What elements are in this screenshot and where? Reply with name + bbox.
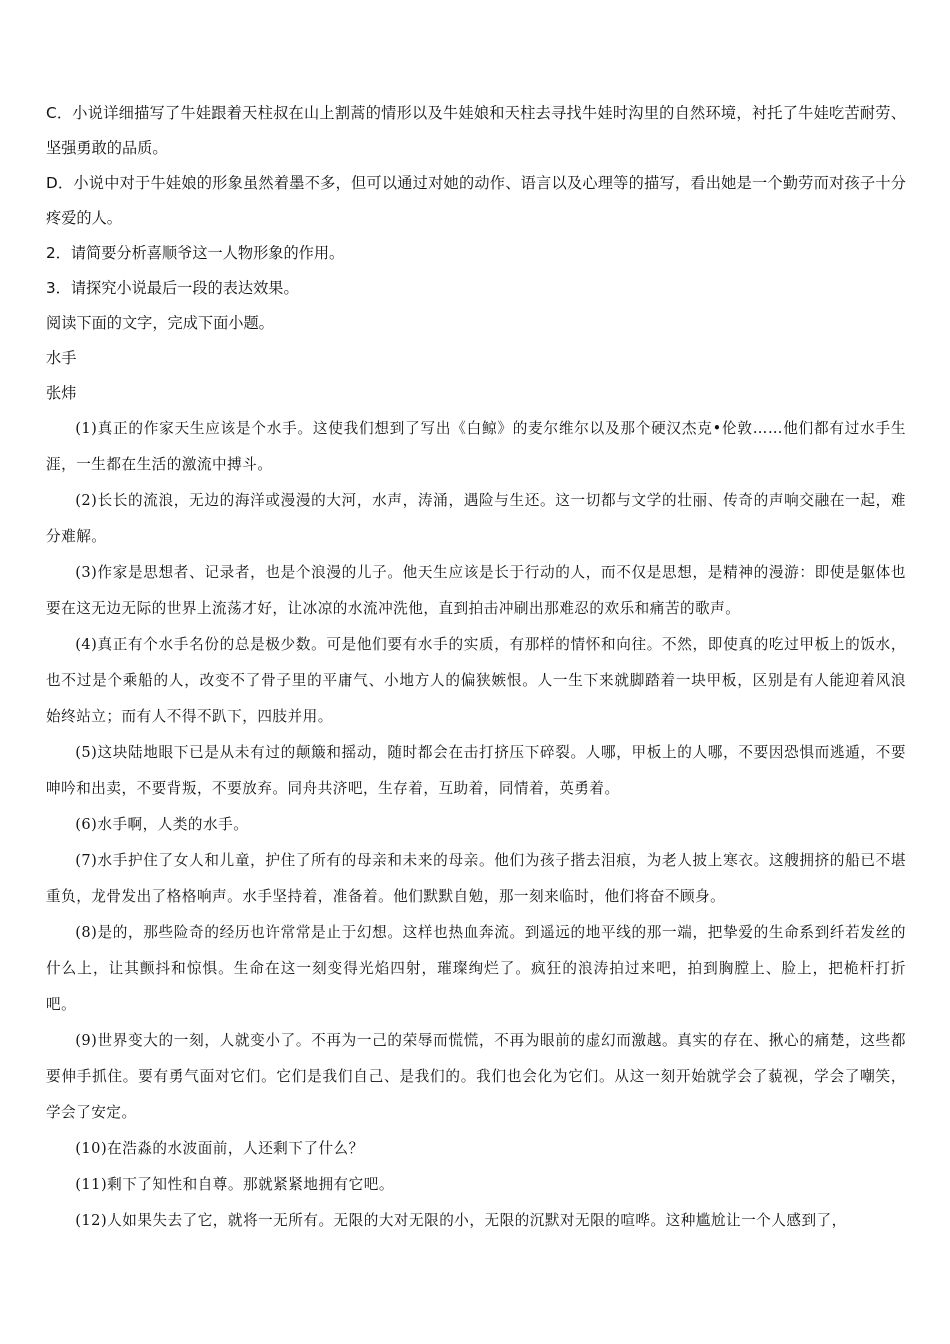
question-2: 2．请简要分析喜顺爷这一人物形象的作用。 bbox=[46, 244, 345, 262]
article-body bbox=[46, 411, 906, 1239]
paragraph-12: (12)人如果失去了它，就将一无所有。无限的大对无限的小，无限的沉默对无限的喧哗。这种尴尬让一个人感到了， bbox=[75, 1212, 847, 1229]
paragraph-4: (4)真正有个水手名份的总是极少数。可是他们要有水手的实质，有那样的情怀和向往。不然，即使真的吃过甲板上的饭水，也不过是个乘船的人，改变不了骨子里的平庸气、小地方人的偏狭嫉恨。人一生下来就脚踏着一块甲板，区别是有人能迎着风浪始终站立；而有人不得不趴下，四肢并用。 bbox=[46, 636, 906, 725]
paragraph-9: (9)世界变大的一刻，人就变小了。不再为一己的荣辱而慌慌，不再为眼前的虚幻而激越。真实的存在、揪心的痛楚，这些都要伸手抓住。要有勇气面对它们。它们是我们自己、是我们的。我们也会化为它们。从这一刻开始就学会了藐视，学会了嘲笑，学会了安定。 bbox=[46, 1032, 906, 1121]
question-option-d: D．小说中对于牛娃娘的形象虽然着墨不多，但可以通过对她的动作、语言以及心理等的描写，看出她是一个勤劳而对孩子十分疼爱的人。 bbox=[46, 174, 906, 227]
paragraph-11: (11)剩下了知性和自尊。那就紧紧地拥有它吧。 bbox=[75, 1176, 394, 1193]
paragraph-3: (3)作家是思想者、记录者，也是个浪漫的儿子。他天生应该是长于行动的人，而不仅是思想，是精神的漫游：即使是躯体也要在这无边无际的世界上流荡才好，让冰凉的水流冲洗他，直到拍击冲刷出那难忍的欢乐和痛苦的歌声。 bbox=[46, 564, 906, 617]
paragraph-10: (10)在浩淼的水波面前，人还剩下了什么？ bbox=[75, 1140, 364, 1157]
reading-instruction: 阅读下面的文字，完成下面小题。 bbox=[46, 314, 274, 332]
paragraph-8: (8)是的，那些险奇的经历也许常常是止于幻想。这样也热血奔流。到遥远的地平线的那一端，把挚爱的生命系到纤若发丝的什么上，让其颤抖和惊惧。生命在这一刻变得光焰四射，璀璨绚烂了。疯狂的浪涛拍过来吧，拍到胸膛上、脸上，把桅杆打折吧。 bbox=[46, 924, 906, 1013]
article-author: 张炜 bbox=[46, 384, 77, 402]
paragraph-6: (6)水手啊，人类的水手。 bbox=[75, 816, 249, 833]
paragraph-7: (7)水手护住了女人和儿童，护住了所有的母亲和未来的母亲。他们为孩子揩去泪痕，为老人披上寒衣。这艘拥挤的船已不堪重负，龙骨发出了格格响声。水手坚持着，准备着。他们默默自勉，那一刻来临时，他们将奋不顾身。 bbox=[46, 852, 906, 905]
document-page bbox=[46, 96, 906, 1239]
paragraph-2: (2)长长的流浪，无边的海洋或漫漫的大河，水声，涛涌，遇险与生还。这一切都与文学的壮丽、传奇的声响交融在一起，难分难解。 bbox=[46, 492, 906, 545]
paragraph-1: (1)真正的作家天生应该是个水手。这使我们想到了写出《白鲸》的麦尔维尔以及那个硬汉杰克•伦敦……他们都有过水手生涯，一生都在生活的激流中搏斗。 bbox=[46, 420, 906, 473]
question-3: 3．请探究小说最后一段的表达效果。 bbox=[46, 279, 299, 297]
paragraph-5: (5)这块陆地眼下已是从未有过的颠簸和摇动，随时都会在击打挤压下碎裂。人哪，甲板上的人哪，不要因恐惧而逃遁，不要呻吟和出卖，不要背叛，不要放弃。同舟共济吧，生存着，互助着，同情着，英勇着。 bbox=[46, 744, 906, 797]
article-title: 水手 bbox=[46, 349, 77, 367]
question-option-c: C．小说详细描写了牛娃跟着天柱叔在山上割蒿的情形以及牛娃娘和天柱去寻找牛娃时沟里的自然环境，衬托了牛娃吃苦耐劳、坚强勇敢的品质。 bbox=[46, 104, 906, 157]
